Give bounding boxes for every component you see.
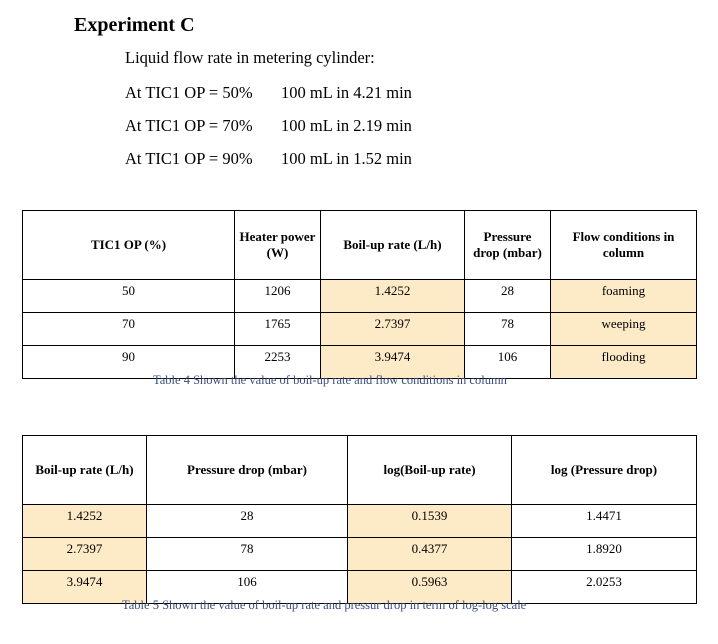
table-cell: 2.7397 (23, 538, 147, 571)
column-header: Flow conditions in column (551, 211, 697, 280)
column-header: Heater power (W) (235, 211, 321, 280)
table-cell: 3.9474 (23, 571, 147, 604)
table-cell: 0.1539 (348, 505, 512, 538)
column-header: Boil-up rate (L/h) (23, 436, 147, 505)
flow-rate-line (125, 149, 412, 169)
column-header: log(Boil-up rate) (348, 436, 512, 505)
flow-op-label: At TIC1 OP = 70% (125, 116, 253, 135)
table-cell: 78 (147, 538, 348, 571)
column-header: log (Pressure drop) (512, 436, 697, 505)
table-5 (22, 435, 697, 604)
table-cell: 1.4471 (512, 505, 697, 538)
flow-op-value: 100 mL in 2.19 min (281, 116, 412, 135)
column-header: Pressure drop (mbar) (465, 211, 551, 280)
table-cell: 28 (465, 280, 551, 313)
table-cell: 1206 (235, 280, 321, 313)
table-row (23, 538, 697, 571)
table-row (23, 505, 697, 538)
table-row (23, 313, 697, 346)
flow-rate-title: Liquid flow rate in metering cylinder: (125, 48, 375, 67)
table-5-caption: Table 5 Shown the value of boil-up rate and pressur drop in term of log-log scale (122, 598, 527, 612)
table-4-caption: Table 4 Shown the value of boil-up rate and flow conditions in column (153, 373, 507, 387)
table-header-row (23, 211, 697, 280)
table-cell: 70 (23, 313, 235, 346)
table-cell: 78 (465, 313, 551, 346)
flow-op-label: At TIC1 OP = 90% (125, 149, 253, 168)
table-cell: foaming (551, 280, 697, 313)
table-cell: 106 (147, 571, 348, 604)
flow-rate-line (125, 83, 412, 103)
flow-rate-line (125, 116, 412, 136)
table-cell: 2.0253 (512, 571, 697, 604)
table-4 (22, 210, 697, 379)
table-header-row (23, 436, 697, 505)
table-cell: 1765 (235, 313, 321, 346)
table-cell: flooding (551, 346, 697, 379)
table-cell: 90 (23, 346, 235, 379)
page-heading: Experiment C (74, 14, 195, 36)
table-cell: 0.5963 (348, 571, 512, 604)
table-cell: 0.4377 (348, 538, 512, 571)
table-row (23, 280, 697, 313)
table-cell: 1.8920 (512, 538, 697, 571)
table-cell: 2253 (235, 346, 321, 379)
table-cell: 1.4252 (23, 505, 147, 538)
column-header: Pressure drop (mbar) (147, 436, 348, 505)
column-header: TIC1 OP (%) (23, 211, 235, 280)
flow-op-value: 100 mL in 1.52 min (281, 149, 412, 168)
flow-op-value: 100 mL in 4.21 min (281, 83, 412, 102)
table-cell: 2.7397 (321, 313, 465, 346)
table-cell: 1.4252 (321, 280, 465, 313)
table-cell: 28 (147, 505, 348, 538)
table-cell: 50 (23, 280, 235, 313)
table-cell: 3.9474 (321, 346, 465, 379)
table-cell: 106 (465, 346, 551, 379)
flow-op-label: At TIC1 OP = 50% (125, 83, 253, 102)
column-header: Boil-up rate (L/h) (321, 211, 465, 280)
table-cell: weeping (551, 313, 697, 346)
